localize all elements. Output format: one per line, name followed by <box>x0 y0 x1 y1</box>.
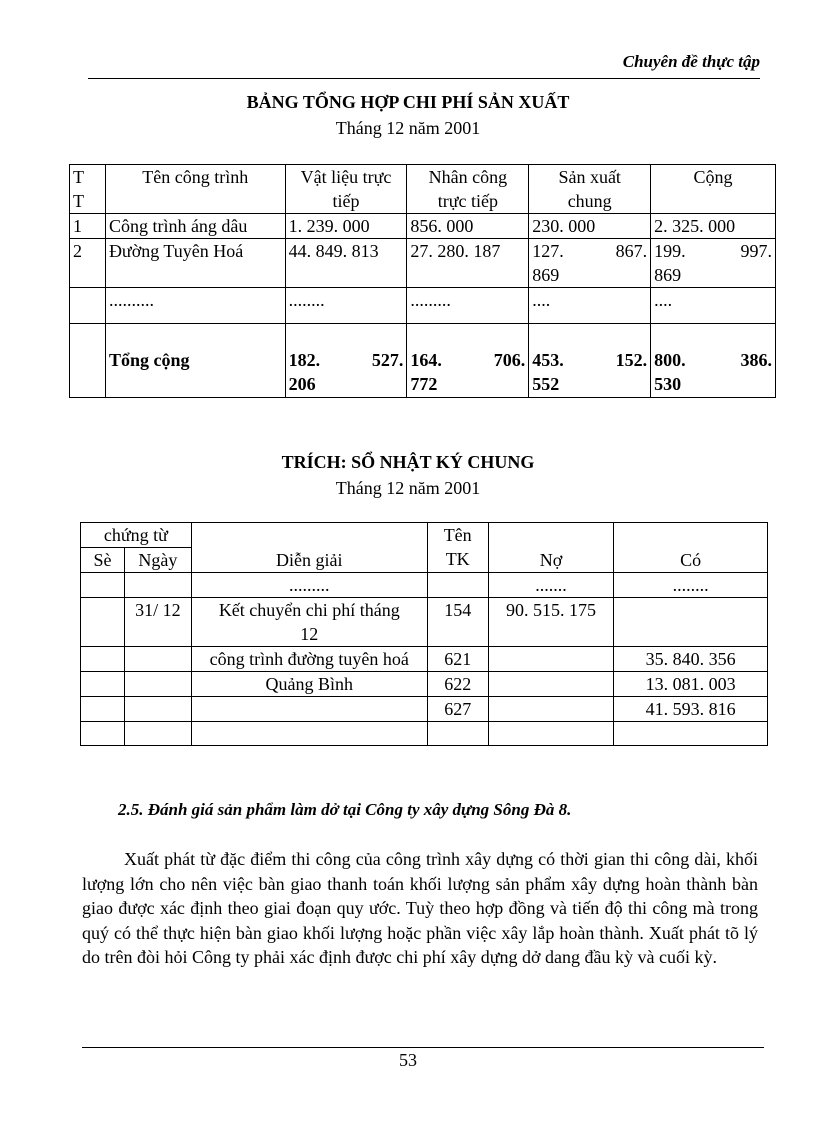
cell-tt: 2 <box>70 239 106 288</box>
header-account: Tên TK <box>427 523 488 573</box>
header-debit: Nợ <box>488 523 614 573</box>
table-row <box>81 647 768 672</box>
table-row <box>81 573 768 598</box>
cell-total: 2. 325. 000 <box>651 214 776 239</box>
cell-project-name: .......... <box>105 288 285 324</box>
cell-description: công trình đường tuyên hoá <box>191 647 427 672</box>
table-total-row <box>70 324 776 398</box>
cell-total: 199. 997. 869 <box>651 239 776 288</box>
general-journal-table <box>80 522 768 746</box>
cell-description: Kết chuyển chi phí tháng 12 <box>191 598 427 647</box>
cell-labor: ......... <box>407 288 529 324</box>
table2-title: TRÍCH: SỔ NHẬT KÝ CHUNG <box>281 452 535 472</box>
header-overhead: Sản xuất chung <box>529 165 651 214</box>
cell-debit: 90. 515. 175 <box>488 598 614 647</box>
cell-credit <box>614 598 768 647</box>
total-label: Tổng cộng <box>105 324 285 398</box>
table-row <box>81 722 768 746</box>
header-voucher-date: Ngày <box>124 548 191 573</box>
header-description: Diễn giải <box>191 523 427 573</box>
cell-debit: ....... <box>488 573 614 598</box>
total-total: 800. 386. 530 <box>651 324 776 398</box>
cell-material: 1. 239. 000 <box>285 214 407 239</box>
table-row <box>70 239 776 288</box>
cell-total: .... <box>651 288 776 324</box>
header-voucher-number: Sè <box>81 548 125 573</box>
production-cost-summary-table <box>69 164 776 398</box>
table1-subtitle: Tháng 12 năm 2001 <box>335 118 481 138</box>
header-tt: T T <box>70 165 106 214</box>
total-material: 182. 527. 206 <box>285 324 407 398</box>
cell-credit: ........ <box>614 573 768 598</box>
table-row <box>81 697 768 722</box>
cell-credit: 35. 840. 356 <box>614 647 768 672</box>
cell-date: 31/ 12 <box>124 598 191 647</box>
header-voucher: chứng từ <box>81 523 192 548</box>
cell-tt: 1 <box>70 214 106 239</box>
cell-account: 154 <box>427 598 488 647</box>
cell-description: ......... <box>191 573 427 598</box>
cell-labor: 27. 280. 187 <box>407 239 529 288</box>
cell-overhead: 127. 867. 869 <box>529 239 651 288</box>
cell-credit: 13. 081. 003 <box>614 672 768 697</box>
table2-subtitle: Tháng 12 năm 2001 <box>335 478 481 498</box>
cell-tt <box>70 288 106 324</box>
cell-account: 627 <box>427 697 488 722</box>
cell-account: 621 <box>427 647 488 672</box>
table-row <box>81 598 768 647</box>
cell-overhead: .... <box>529 288 651 324</box>
cell-credit: 41. 593. 816 <box>614 697 768 722</box>
header-credit: Có <box>614 523 768 573</box>
table-row <box>70 214 776 239</box>
body-paragraph: Xuất phát từ đặc điểm thi công của công trình xây dựng có thời gian thi công dài, khối lượng lớn cho nên việc bàn giao thanh toán khối lượng sản phẩm xây dựng hoàn thành bàn giao được xác định theo giai đoạn quy ước. Tuỳ theo hợp đồng và tiến độ thi công mà trong quý có thể thực hiện bàn giao khối lượng hoặc phần việc xây lắp hoàn thành. Xuất phát tõ lý do trên đòi hỏi Công ty phải xác định được chi phí xây dựng dở dang đầu kỳ và cuối kỳ. <box>82 849 758 967</box>
table-row <box>70 288 776 324</box>
page-number: 53 <box>399 1050 417 1070</box>
header-direct-labor: Nhân công trực tiếp <box>407 165 529 214</box>
header-total: Cộng <box>651 165 776 214</box>
footer-divider <box>82 1047 764 1048</box>
total-overhead: 453. 152. 552 <box>529 324 651 398</box>
cell-material: 44. 849. 813 <box>285 239 407 288</box>
table-header-row <box>70 165 776 214</box>
document-header-title: Chuyên đề thực tập <box>622 52 760 71</box>
cell-labor: 856. 000 <box>407 214 529 239</box>
header-divider <box>88 78 760 79</box>
cell-overhead: 230. 000 <box>529 214 651 239</box>
cell-tt <box>70 324 106 398</box>
table-row <box>81 672 768 697</box>
table-header-row <box>81 523 768 548</box>
cell-material: ........ <box>285 288 407 324</box>
cell-project-name: Công trình áng dâu <box>105 214 285 239</box>
header-project-name: Tên công trình <box>105 165 285 214</box>
cell-account: 622 <box>427 672 488 697</box>
cell-description: Quảng Bình <box>191 672 427 697</box>
table1-title: BẢNG TỔNG HỢP CHI PHÍ SẢN XUẤT <box>246 92 570 112</box>
section-heading: 2.5. Đánh giá sản phẩm làm dở tại Công ty xây dựng Sông Đà 8. <box>118 800 572 819</box>
header-direct-material: Vật liệu trực tiếp <box>285 165 407 214</box>
cell-project-name: Đường Tuyên Hoá <box>105 239 285 288</box>
total-labor: 164. 706. 772 <box>407 324 529 398</box>
